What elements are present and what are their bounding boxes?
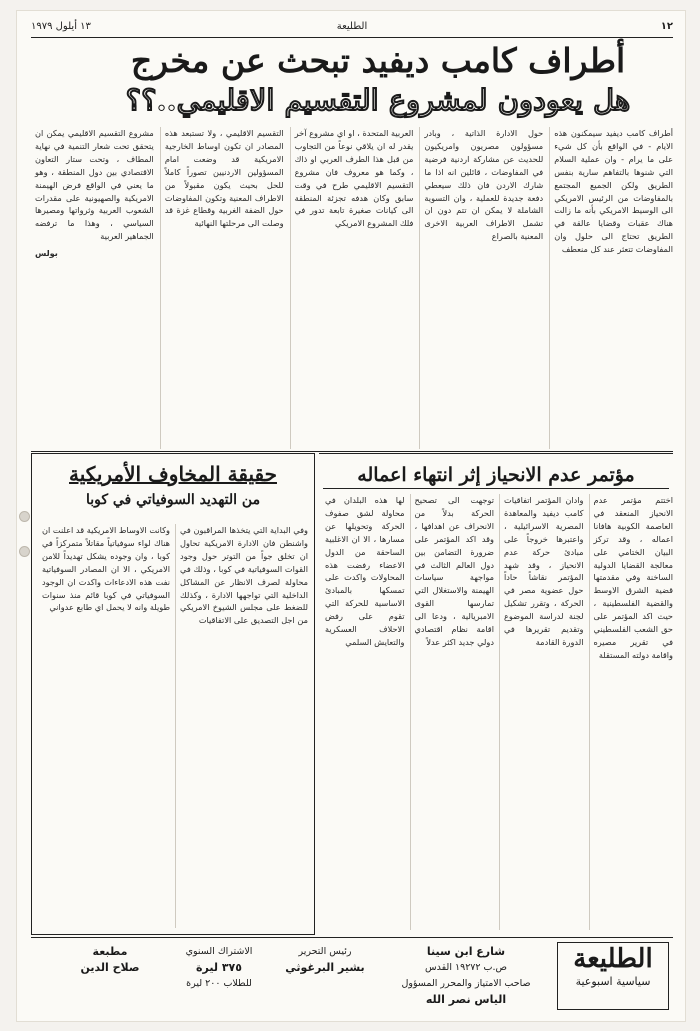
editor-name: بشير البرغوثي: [285, 961, 365, 974]
article-column-text: مشروع التقسيم الاقليمي يمكن ان يتحقق تحت شعار التنمية في نهاية المطاف ، وتحت ستار التعاون الاقتصادي بين دول المنطقة ، وهو ما يعني في الواقع فرض الهيمنة الامريكية والصهيونية على مقدرات الشعوب العربية وثرواتها ومصيرها السياسي ، وهذا ما ترفضه الجماهير العربية: [35, 128, 154, 242]
article-signature: بولس: [35, 248, 58, 259]
footer: [31, 937, 673, 1014]
masthead: [557, 942, 669, 1010]
article-column: اختتم مؤتمر عدم الانحياز المنعقد في العاصمة الكوبية هافانا اعماله ، وقد تركز البيان الختامي على معالجة القضايا الدولية الساخنة وفي مقدمتها قضية الشرق الاوسط والقضية الفلسطينية ، حيث اكد المؤتمر على حق الشعب الفلسطيني في تقرير مصيره واقامة دولته المستقلة: [589, 494, 674, 930]
printer-name: صلاح الدين: [80, 961, 140, 974]
binder-hole: [19, 511, 30, 522]
main-article-columns: [31, 127, 673, 449]
page-number: ١٢: [660, 21, 673, 32]
address-pobox: ص.ب ١٩٢٧٢ القدس: [425, 962, 507, 973]
address-street: شارع ابن سينا: [426, 945, 506, 958]
article-column: وكانت الاوساط الامريكية قد اعلنت ان هناك لواء سوفياتياً مقاتلاً متمركزاً في كوبا ، وان وجوده يشكل تهديداً للامن الامريكي ، الا ان المصادر السوفياتية نفت هذه الادعاءات واكدت ان الوجود السوفياتي في كوبا قائم منذ سنوات طويلة وانه لا يحمل اي طابع عدواني: [42, 525, 170, 613]
publication-name: الطليعة: [336, 21, 368, 32]
subscription-label: الاشتراك السنوي: [185, 946, 253, 957]
article-column: [31, 127, 154, 449]
article-column: التقسيم الاقليمي ، ولا تستبعد هذه المصادر ان تكون اوساط الخارجية الامريكية قد وضعت امام المسؤولين الاردنيين تصوراً كاملاً للحل بحيث يكون مقبولاً من الاطراف المعنية وتكون المفاوضات حول الضفة الغربية وقطاع غزة قد وصلت الى مرحلتها النهائية: [160, 127, 284, 449]
article-column: وادان المؤتمر اتفاقيات كامب ديفيد والمعاهدة المصرية الاسرائيلية ، واعتبرها خروجاً على مبادئ حركة عدم الانحياز ، وقد شهد المؤتمر نقاشاً حاداً حول عضوية مصر في الحركة ، وتقرر تشكيل لجنة لدراسة الموضوع وتقديم تقريرها في الدورة القادمة: [499, 494, 584, 930]
masthead-subtitle: سياسية اسبوعية: [575, 975, 651, 988]
headline-line-2: هل يعودون لمشروع التقسيم الاقليمي..؟؟: [125, 83, 631, 117]
right-article-title: مؤتمر عدم الانحياز إثر انتهاء اعماله: [323, 462, 669, 489]
page-header: [31, 19, 673, 38]
article-column: لها هذه البلدان في محاولة لشق صفوف الحركة وتحويلها عن مسارها ، الا ان الاغلبية الساحقة من الدول الاعضاء رفضت هذه المحاولات واكدت على تمسكها بالمبادئ الاساسية للحركة التي تقوم على رفض الاحلاف العسكرية والتعايش السلمي: [325, 495, 405, 647]
left-article-heading: [38, 460, 308, 520]
publisher-name: الياس نصر الله: [425, 993, 507, 1006]
article-column: العربية المتحدة ، او اي مشروع آخر يقدر له ان يلاقي نوعاً من التجاوب من قبل هذا الطرف العربي او ذاك ، وكما هو معروف فان مشروع التقسيم الاقليمي طرح في وقت سابق وكان هدفه تجزئة المنطقة الى كيانات صغيرة تابعة تدور في فلك المشروع الامريكي: [290, 127, 414, 449]
left-article-title: حقيقة المخاوف الأمريكية: [69, 462, 277, 486]
article-column: أطراف كامب ديفيد سيمكنون هذه الايام - في الواقع بأن كل شيء على ما يرام - وان عملية السلام التي شنوها بالتفاهم سارية بنفس الطريق ولكن الجميع المجتمع بالمفاوضات من الرئيس الامريكي الى الوسيط الامريكي بأنه ما زالت هناك عقبات وقضايا عالقة في الطريق تحتاج الى حلول وان المفاوضات تتعثر عند كل منعطف: [549, 127, 673, 449]
subscription-price: ٣٧٥ ليرة: [196, 961, 242, 974]
left-article-subtitle: من التهديد السوفياتي في كوبا: [85, 492, 261, 508]
printer-block: [35, 944, 185, 976]
main-headline: [87, 41, 669, 121]
left-article-columns: [38, 524, 308, 928]
headline-line-1: أطراف كامب ديفيد تبحث عن مخرج: [130, 41, 626, 80]
right-article-columns: [321, 494, 673, 930]
article-column: توجهت الى تصحيح الحركة بدلاً من الانحراف عن اهدافها ، وقد اكد المؤتمر على ضرورة التضامن بين دول العالم الثالث في مواجهة سياسات الهيمنة والاستغلال التي تمارسها القوى الامبريالية ، ودعا الى اقامة نظام اقتصادي دولي جديد اكثر عدلاً: [410, 494, 495, 930]
left-article-box: [31, 453, 315, 935]
article-column: حول الادارة الذاتية ، وبادر مسؤولون مصريون وامريكيون للحديث عن مشاركة اردنية فرضية في المفاوضات ، قائلين انه اذا ما شارك الاردن فان ذلك سيعطي دفعة جديدة للعملية ، وان التسوية الشاملة لا يمكن ان تتم دون ان تشمل الاطراف العربية الاخرى المعنية بالصراع: [419, 127, 543, 449]
masthead-title: الطليعة: [573, 944, 653, 974]
publisher-label: صاحب الامتياز والمحرر المسؤول: [401, 978, 531, 989]
editor-label: رئيس التحرير: [298, 946, 352, 957]
newspaper-page: [16, 10, 686, 1022]
address-block: [381, 944, 551, 1008]
right-article: [319, 453, 673, 934]
subscription-student-price: للطلاب ٢٠٠ ليرة: [186, 978, 252, 989]
binder-hole: [19, 546, 30, 557]
editor-block: [275, 944, 375, 976]
section-divider: [31, 451, 673, 452]
issue-date: ١٣ أيلول ١٩٧٩: [31, 21, 91, 32]
article-column: وفي البداية التي يتخذها المراقبون في واشنطن فان الادارة الامريكية تحاول ان تخلق جواً من التوتر حول وجود القوات السوفياتية في كوبا ، وذلك في محاولة لصرف الانظار عن المشاكل الداخلية التي تواجهها الادارة ، وكذلك للضغط على مجلس الشيوخ الامريكي من اجل التصديق على الاتفاقيات: [175, 524, 308, 928]
printer-label: مطبعة: [92, 945, 128, 958]
